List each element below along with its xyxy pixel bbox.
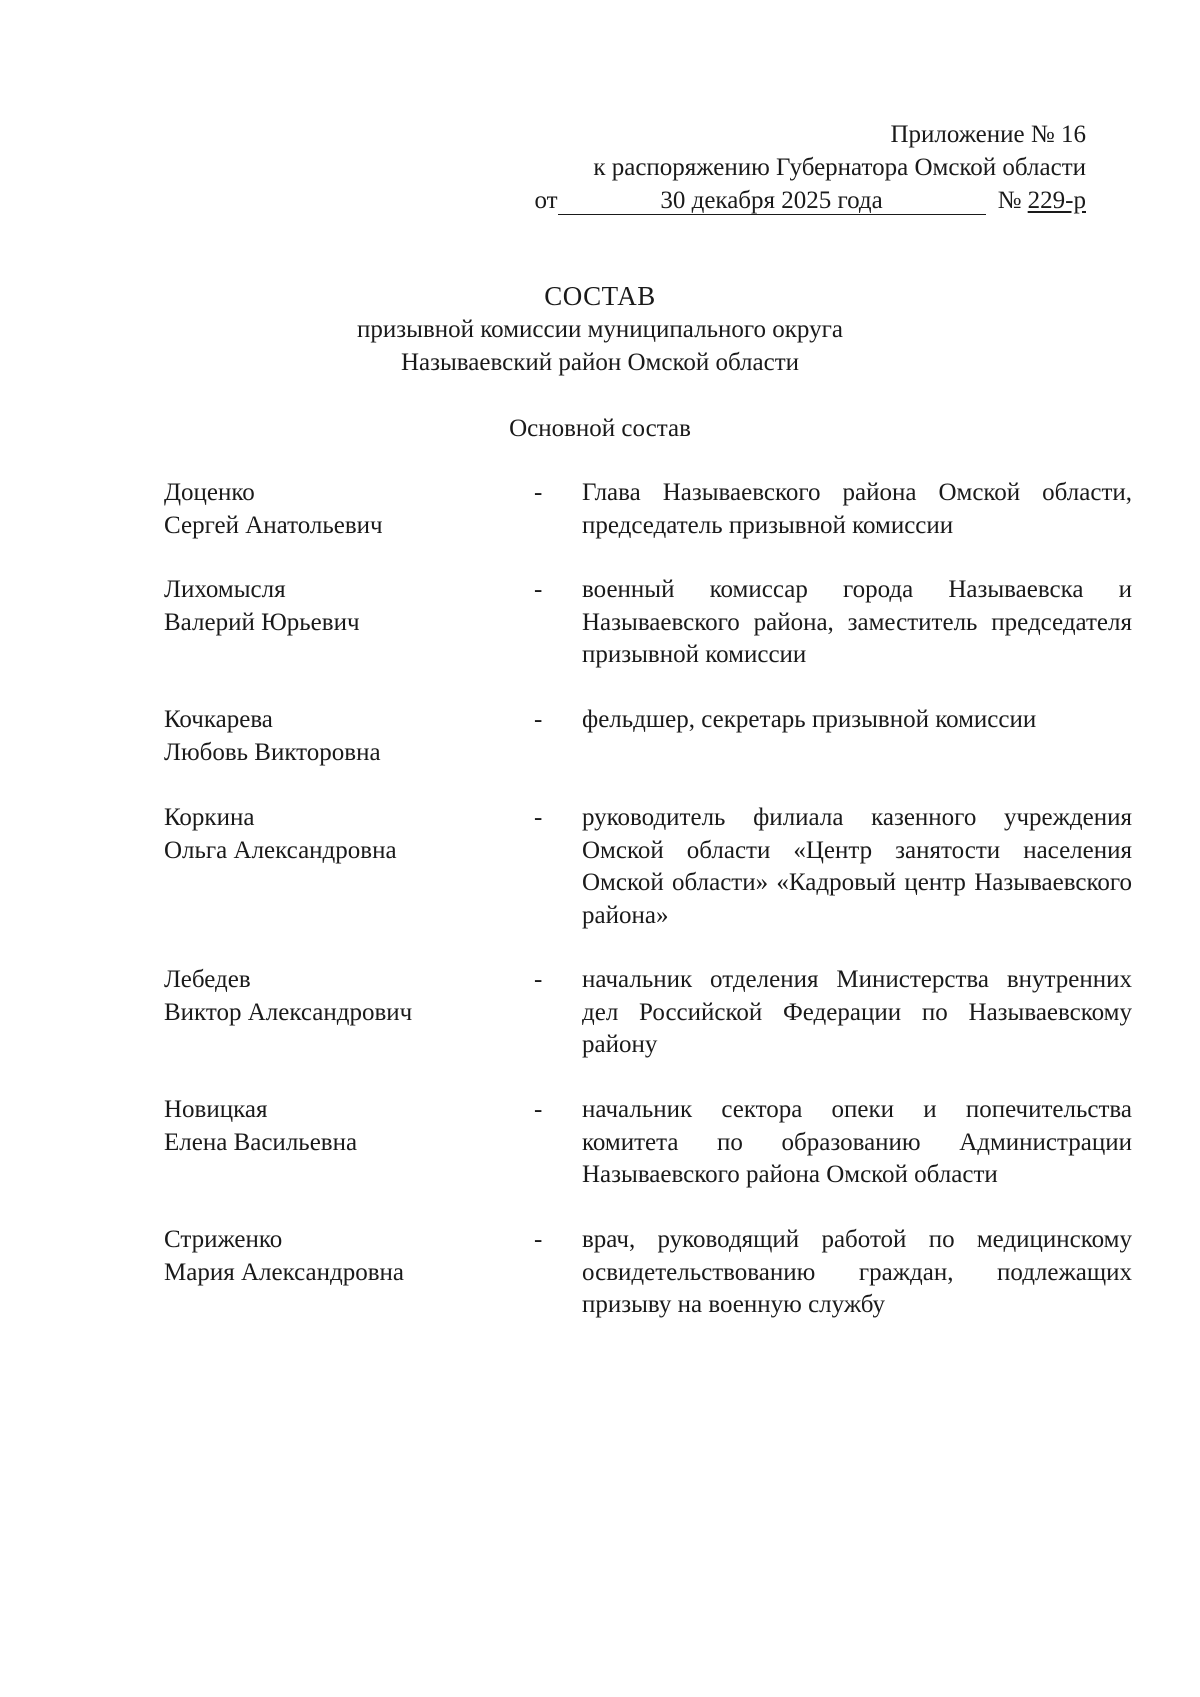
member-given-names: Виктор Александрович <box>164 998 413 1026</box>
member-surname: Лебедев <box>164 966 251 993</box>
member-surname: Кочкарева <box>164 706 273 733</box>
member-name <box>164 574 524 639</box>
member-role: фельдшер, секретарь призывной комиссии <box>582 706 1037 733</box>
title-line-1: призывной комиссии муниципального округа <box>357 316 843 343</box>
member-dash: - <box>534 804 543 831</box>
member-given-names: Елена Васильевна <box>164 1128 358 1156</box>
member-role: руководитель филиала казенного учреждения Омской области «Центр занятости населения Омской области» «Кадровый центр Называевского района» <box>582 804 1132 929</box>
member-surname: Доценко <box>164 479 255 506</box>
appendix-number: Приложение № 16 <box>890 121 1086 148</box>
member-given-names: Ольга Александровна <box>164 836 397 864</box>
member-surname: Коркина <box>164 804 255 831</box>
member-role: начальник отделения Министерства внутренних дел Российской Федерации по Называевскому району <box>582 966 1132 1058</box>
member-name <box>164 802 524 867</box>
member-surname: Лихомысля <box>164 576 286 603</box>
member-dash: - <box>534 1226 543 1253</box>
member-name <box>164 1224 524 1289</box>
title-line-2: Называевский район Омской области <box>400 349 800 376</box>
member-role: Глава Называевского района Омской области, председатель призывной комиссии <box>582 479 1132 539</box>
title-main: СОСТАВ <box>544 281 656 311</box>
document-title <box>0 280 1200 379</box>
member-dash: - <box>534 479 543 506</box>
date-prefix: от <box>534 187 558 214</box>
order-number: 229-р <box>1027 187 1086 214</box>
member-surname: Новицкая <box>164 1096 268 1123</box>
section-title: Основной состав <box>509 415 691 442</box>
member-name <box>164 477 524 542</box>
member-role: начальник сектора опеки и попечительства комитета по образованию Администрации Называевского района Омской области <box>582 1096 1132 1188</box>
order-date: 30 декабря 2025 года <box>558 188 986 215</box>
member-role: врач, руководящий работой по медицинскому освидетельствованию граждан, подлежащих призыву на военную службу <box>582 1226 1132 1318</box>
member-surname: Стриженко <box>164 1226 283 1253</box>
appendix-reference: к распоряжению Губернатора Омской области <box>593 154 1086 181</box>
member-name <box>164 1094 524 1159</box>
member-name <box>164 964 524 1029</box>
member-dash: - <box>534 1096 543 1123</box>
order-date-line <box>486 184 1086 217</box>
member-given-names: Любовь Викторовна <box>164 738 381 766</box>
member-dash: - <box>534 966 543 993</box>
member-role: военный комиссар города Называевска и Называевского района, заместитель председателя призывной комиссии <box>582 576 1132 668</box>
member-dash: - <box>534 706 543 733</box>
appendix-header <box>486 118 1086 217</box>
member-dash: - <box>534 576 543 603</box>
member-name <box>164 704 524 769</box>
member-given-names: Валерий Юрьевич <box>164 608 360 636</box>
member-given-names: Мария Александровна <box>164 1258 404 1286</box>
number-prefix: № <box>997 187 1022 214</box>
member-given-names: Сергей Анатольевич <box>164 511 383 539</box>
